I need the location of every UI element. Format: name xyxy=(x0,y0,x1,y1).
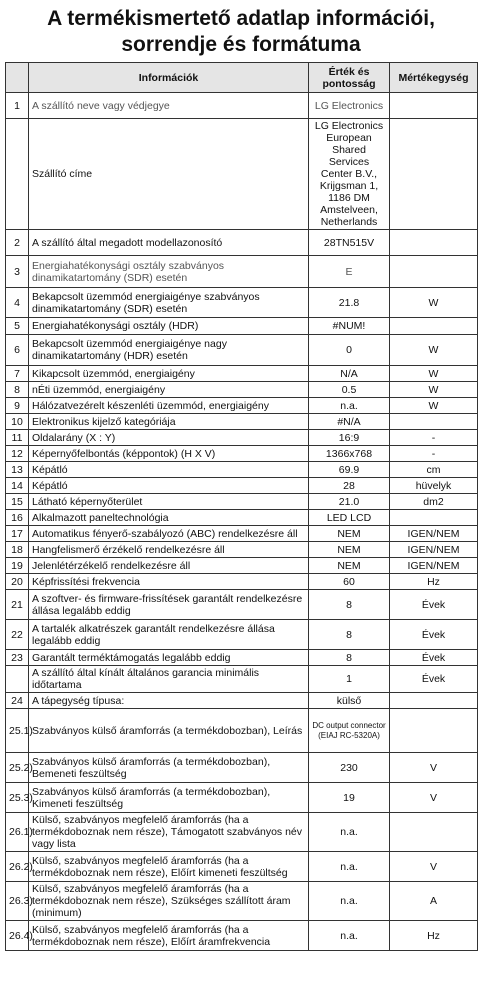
table-header-row xyxy=(6,63,478,93)
row-unit xyxy=(390,119,478,230)
row-info: Szabványos külső áramforrás (a termékdobozban), Leírás xyxy=(29,709,309,753)
row-number: 3 xyxy=(6,256,29,288)
row-unit: Évek xyxy=(390,666,478,693)
table-row xyxy=(6,753,478,783)
table-row xyxy=(6,366,478,382)
row-number: 19 xyxy=(6,558,29,574)
row-number: 25.2) xyxy=(6,753,29,783)
row-number: 26.4) xyxy=(6,921,29,951)
row-unit xyxy=(390,318,478,335)
row-value: külső xyxy=(309,693,390,709)
row-value: 21.8 xyxy=(309,288,390,318)
table-row xyxy=(6,93,478,119)
row-info: Jelenlétérzékelő rendelkezésre áll xyxy=(29,558,309,574)
table-row xyxy=(6,666,478,693)
table-row xyxy=(6,921,478,951)
row-value: 230 xyxy=(309,753,390,783)
row-value: 1 xyxy=(309,666,390,693)
table-row xyxy=(6,882,478,921)
row-unit: Évek xyxy=(390,590,478,620)
row-unit: W xyxy=(390,382,478,398)
row-unit: - xyxy=(390,446,478,462)
row-info: A szoftver- és firmware-frissítések garantált rendelkezésre állása legalább eddig xyxy=(29,590,309,620)
row-unit xyxy=(390,256,478,288)
row-info: A tápegység típusa: xyxy=(29,693,309,709)
table-row xyxy=(6,446,478,462)
row-value: NEM xyxy=(309,526,390,542)
row-value: LG Electronics xyxy=(309,93,390,119)
row-number: 17 xyxy=(6,526,29,542)
table-row xyxy=(6,288,478,318)
table-row xyxy=(6,620,478,650)
table-row xyxy=(6,783,478,813)
table-row xyxy=(6,510,478,526)
row-unit: dm2 xyxy=(390,494,478,510)
row-value: DC output connector (EIAJ RC-5320A) xyxy=(309,709,390,753)
row-value: NEM xyxy=(309,542,390,558)
title-line-1: A termékismertető adatlap információi, xyxy=(47,7,435,30)
table-row xyxy=(6,709,478,753)
row-number xyxy=(6,666,29,693)
row-number: 7 xyxy=(6,366,29,382)
row-number: 15 xyxy=(6,494,29,510)
row-number: 23 xyxy=(6,650,29,666)
table-row xyxy=(6,398,478,414)
row-value: 8 xyxy=(309,590,390,620)
row-unit xyxy=(390,813,478,852)
row-value: n.a. xyxy=(309,882,390,921)
table-row xyxy=(6,414,478,430)
row-value: n.a. xyxy=(309,813,390,852)
row-number: 9 xyxy=(6,398,29,414)
row-info: Látható képernyőterület xyxy=(29,494,309,510)
row-value: LG Electronics European Shared Services Center B.V., Krijgsman 1, 1186 DM Amstelveen, Netherlands xyxy=(309,119,390,230)
table-row xyxy=(6,382,478,398)
row-info: A tartalék alkatrészek garantált rendelkezésre állása legalább eddig xyxy=(29,620,309,650)
row-unit xyxy=(390,414,478,430)
row-info: Garantált terméktámogatás legalább eddig xyxy=(29,650,309,666)
row-info: A szállító által megadott modellazonosító xyxy=(29,230,309,256)
row-value: NEM xyxy=(309,558,390,574)
row-number: 25.1) xyxy=(6,709,29,753)
row-number: 18 xyxy=(6,542,29,558)
header-value: Érték és pontosság xyxy=(309,63,390,93)
row-info: Bekapcsolt üzemmód energiaigénye nagy dinamikatartomány (HDR) esetén xyxy=(29,335,309,366)
row-unit xyxy=(390,93,478,119)
row-number: 26.2) xyxy=(6,852,29,882)
row-number: 5 xyxy=(6,318,29,335)
table-row xyxy=(6,119,478,230)
row-number: 12 xyxy=(6,446,29,462)
row-info: Külső, szabványos megfelelő áramforrás (ha a termékdoboznak nem része), Előírt áramfrekvencia xyxy=(29,921,309,951)
row-value: N/A xyxy=(309,366,390,382)
row-number: 6 xyxy=(6,335,29,366)
table-row xyxy=(6,230,478,256)
row-info: Alkalmazott paneltechnológia xyxy=(29,510,309,526)
row-info: Szabványos külső áramforrás (a termékdobozban), Bemeneti feszültség xyxy=(29,753,309,783)
row-info: nÉti üzemmód, energiaigény xyxy=(29,382,309,398)
row-unit: hüvelyk xyxy=(390,478,478,494)
row-unit: W xyxy=(390,288,478,318)
row-unit: Hz xyxy=(390,921,478,951)
row-info: Szabványos külső áramforrás (a termékdobozban), Kimeneti feszültség xyxy=(29,783,309,813)
row-info: A szállító által kínált általános garancia minimális időtartama xyxy=(29,666,309,693)
table-row xyxy=(6,335,478,366)
row-info: Külső, szabványos megfelelő áramforrás (ha a termékdoboznak nem része), Szükséges szállított áram (minimum) xyxy=(29,882,309,921)
row-info: Képátló xyxy=(29,462,309,478)
row-unit: W xyxy=(390,366,478,382)
table-row xyxy=(6,558,478,574)
header-info: Információk xyxy=(29,63,309,93)
row-unit: V xyxy=(390,753,478,783)
row-value: #N/A xyxy=(309,414,390,430)
table-row xyxy=(6,574,478,590)
row-number: 24 xyxy=(6,693,29,709)
row-number: 11 xyxy=(6,430,29,446)
row-info: Képátló xyxy=(29,478,309,494)
row-number: 22 xyxy=(6,620,29,650)
row-value: 60 xyxy=(309,574,390,590)
table-row xyxy=(6,256,478,288)
row-number: 8 xyxy=(6,382,29,398)
row-info: Szállító címe xyxy=(29,119,309,230)
title-line-2: sorrendje és formátuma xyxy=(121,33,361,56)
row-unit: V xyxy=(390,783,478,813)
row-value: 8 xyxy=(309,650,390,666)
row-number: 26.1) xyxy=(6,813,29,852)
row-unit: cm xyxy=(390,462,478,478)
row-unit: IGEN/NEM xyxy=(390,558,478,574)
row-unit: IGEN/NEM xyxy=(390,526,478,542)
row-unit xyxy=(390,693,478,709)
row-unit: W xyxy=(390,335,478,366)
row-number: 2 xyxy=(6,230,29,256)
row-value: 28TN515V xyxy=(309,230,390,256)
row-info: Hálózatvezérelt készenléti üzemmód, energiaigény xyxy=(29,398,309,414)
row-unit: W xyxy=(390,398,478,414)
table-row xyxy=(6,494,478,510)
row-number: 20 xyxy=(6,574,29,590)
table-row xyxy=(6,462,478,478)
table-row xyxy=(6,590,478,620)
row-number: 4 xyxy=(6,288,29,318)
table-row xyxy=(6,526,478,542)
row-value: #NUM! xyxy=(309,318,390,335)
row-unit xyxy=(390,709,478,753)
row-number: 25.3) xyxy=(6,783,29,813)
product-info-table xyxy=(5,62,478,951)
table-row xyxy=(6,813,478,852)
row-number: 10 xyxy=(6,414,29,430)
header-unit: Mértékegység xyxy=(390,63,478,93)
row-number: 21 xyxy=(6,590,29,620)
row-info: A szállító neve vagy védjegye xyxy=(29,93,309,119)
table-row xyxy=(6,478,478,494)
row-info: Képernyőfelbontás (képpontok) (H X V) xyxy=(29,446,309,462)
header-blank xyxy=(6,63,29,93)
row-unit: A xyxy=(390,882,478,921)
row-info: Elektronikus kijelző kategóriája xyxy=(29,414,309,430)
row-value: 0 xyxy=(309,335,390,366)
row-unit: Évek xyxy=(390,650,478,666)
row-unit: Hz xyxy=(390,574,478,590)
row-value: 8 xyxy=(309,620,390,650)
table-row xyxy=(6,693,478,709)
table-row xyxy=(6,650,478,666)
row-value: 28 xyxy=(309,478,390,494)
row-value: 69.9 xyxy=(309,462,390,478)
table-row xyxy=(6,542,478,558)
row-info: Automatikus fényerő-szabályozó (ABC) rendelkezésre áll xyxy=(29,526,309,542)
row-info: Képfrissítési frekvencia xyxy=(29,574,309,590)
row-unit: V xyxy=(390,852,478,882)
row-info: Külső, szabványos megfelelő áramforrás (ha a termékdoboznak nem része), Előírt kimeneti feszültség xyxy=(29,852,309,882)
table-body xyxy=(6,93,478,951)
row-value: 0.5 xyxy=(309,382,390,398)
row-value: 1366x768 xyxy=(309,446,390,462)
row-info: Energiahatékonysági osztály (HDR) xyxy=(29,318,309,335)
row-value: 16:9 xyxy=(309,430,390,446)
row-value: LED LCD xyxy=(309,510,390,526)
row-number: 13 xyxy=(6,462,29,478)
row-number xyxy=(6,119,29,230)
row-info: Hangfelismerő érzékelő rendelkezésre áll xyxy=(29,542,309,558)
row-number: 1 xyxy=(6,93,29,119)
table-row xyxy=(6,852,478,882)
row-info: Kikapcsolt üzemmód, energiaigény xyxy=(29,366,309,382)
page-title xyxy=(0,6,482,62)
row-number: 16 xyxy=(6,510,29,526)
row-info: Külső, szabványos megfelelő áramforrás (ha a termékdoboznak nem része), Támogatott szabványos név vagy lista xyxy=(29,813,309,852)
row-info: Energiahatékonysági osztály szabványos dinamikatartomány (SDR) esetén xyxy=(29,256,309,288)
row-info: Oldalarány (X : Y) xyxy=(29,430,309,446)
table-row xyxy=(6,430,478,446)
row-unit: Évek xyxy=(390,620,478,650)
table-row xyxy=(6,318,478,335)
row-value: n.a. xyxy=(309,921,390,951)
row-unit: IGEN/NEM xyxy=(390,542,478,558)
row-unit xyxy=(390,230,478,256)
row-value: n.a. xyxy=(309,852,390,882)
row-value: 19 xyxy=(309,783,390,813)
row-number: 26.3) xyxy=(6,882,29,921)
row-unit xyxy=(390,510,478,526)
row-info: Bekapcsolt üzemmód energiaigénye szabványos dinamikatartomány (SDR) esetén xyxy=(29,288,309,318)
row-value: E xyxy=(309,256,390,288)
row-number: 14 xyxy=(6,478,29,494)
row-value: n.a. xyxy=(309,398,390,414)
row-unit: - xyxy=(390,430,478,446)
row-value: 21.0 xyxy=(309,494,390,510)
